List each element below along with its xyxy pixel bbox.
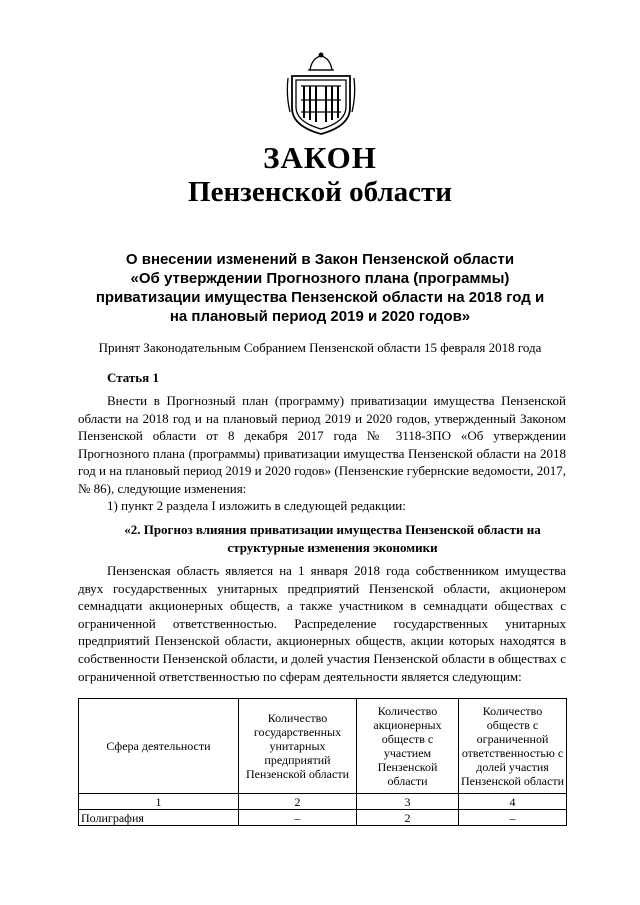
table-row — [79, 810, 567, 826]
table-header-cell: Сфера деятельности — [79, 699, 239, 794]
table-cell: 1 — [79, 794, 239, 810]
coat-of-arms-emblem — [286, 52, 356, 136]
amendment-item: 1) пункт 2 раздела I изложить в следующей редакции: — [107, 498, 406, 513]
table-cell: – — [239, 810, 357, 826]
table-header-cell: Количество акционерных обществ с участием Пензенской области — [357, 699, 459, 794]
section-paragraph: Пензенская область является на 1 января 2018 года собственником имущества двух государственных унитарных предприятий Пензенской области, акционером семнадцати акционерных обществ, а также участником в семнадцати обществах с ограниченной ответственностью. Распределение государственных унитарных предприятий Пензенской области, акционерных обществ, акции которых находятся в собственности Пензенской области, и долей участия Пензенской области в обществах с ограниченной ответственностью по сферам деятельности является следующим: — [78, 563, 566, 684]
section-title: «2. Прогноз влияния приватизации имущества Пензенской области на структурные изменения экономики — [124, 522, 541, 555]
subtitle-line: на плановый период 2019 и 2020 годов» — [169, 308, 471, 325]
table-cell: 4 — [459, 794, 567, 810]
table-cell: Полиграфия — [79, 810, 239, 826]
article-heading: Статья 1 — [107, 370, 159, 385]
table-header-cell: Количество государственных унитарных предприятий Пензенской области — [239, 699, 357, 794]
distribution-table — [78, 698, 567, 826]
article-paragraph: Внести в Прогнозный план (программу) приватизации имущества Пензенской области на 2018 год и на плановый период 2019 и 2020 годов, утвержденный Законом Пензенской области от 8 декабря 2017 года № 3118-ЗПО «Об утверждении Прогнозного плана (программы) приватизации имущества Пензенской области на 2018 год и на плановый период 2019 и 2020 годов» (Пензенские губернские ведомости, 2017, № 86), следующие изменения: — [78, 393, 566, 496]
table-header-row — [79, 699, 567, 794]
subtitle-line: приватизации имущества Пензенской области на 2018 год и — [95, 289, 545, 306]
law-subtitle — [60, 250, 580, 326]
table-header-cell: Количество обществ с ограниченной ответственностью с долей участия Пензенской области — [459, 699, 567, 794]
law-region: Пензенской области — [188, 176, 452, 208]
law-title: ЗАКОН — [263, 140, 377, 175]
table-cell: – — [459, 810, 567, 826]
table-number-row — [79, 794, 567, 810]
table-cell: 2 — [239, 794, 357, 810]
table-cell: 3 — [357, 794, 459, 810]
subtitle-line: О внесении изменений в Закон Пензенской области — [125, 251, 515, 268]
table-cell: 2 — [357, 810, 459, 826]
subtitle-line: «Об утверждении Прогнозного плана (программы) — [130, 270, 510, 287]
accepted-line: Принят Законодательным Собранием Пензенской области 15 февраля 2018 года — [98, 340, 542, 355]
